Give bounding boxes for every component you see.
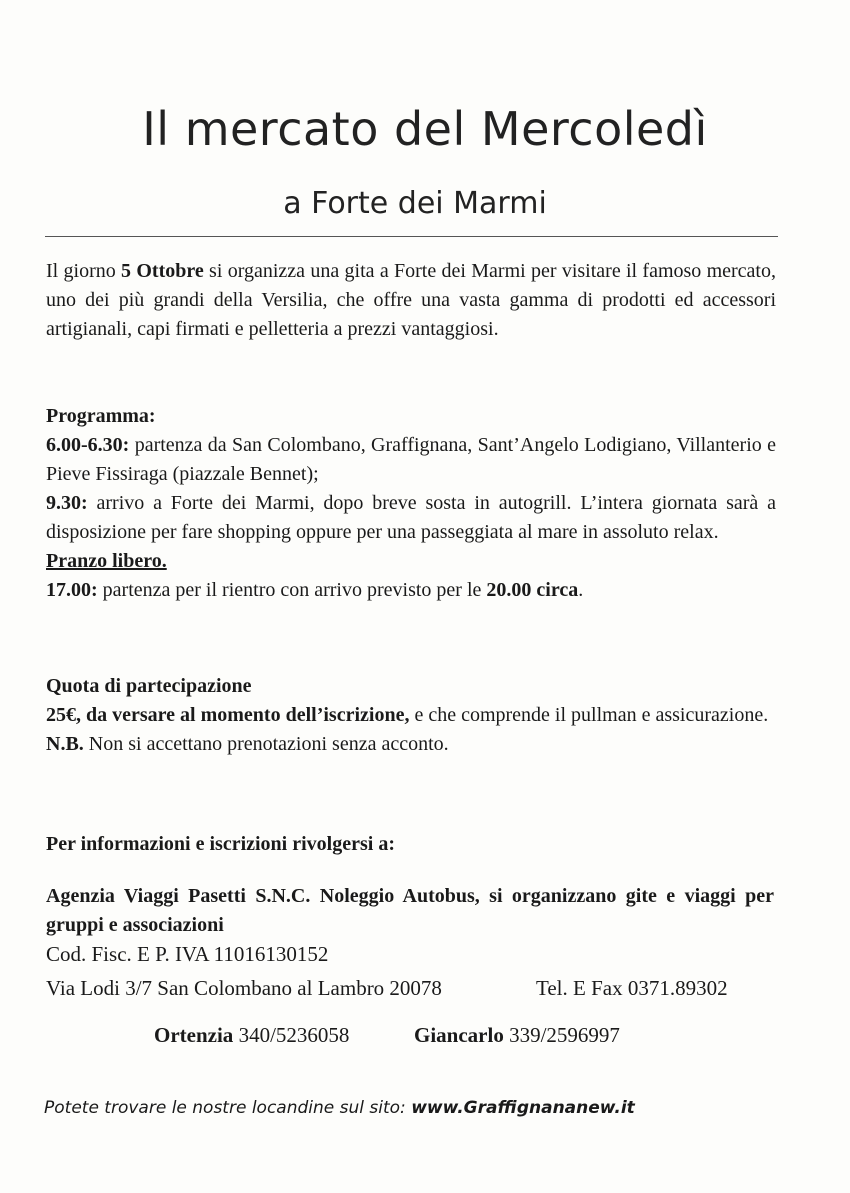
lunch-note: Pranzo libero.	[46, 550, 167, 572]
quota-heading: Quota di partecipazione	[46, 675, 252, 697]
title-divider	[45, 236, 778, 237]
program-time-3: 17.00:	[46, 579, 98, 601]
contacts-heading: Per informazioni e iscrizioni rivolgersi a:	[46, 833, 395, 855]
page-title: Il mercato del Mercoledì	[142, 102, 708, 156]
program-section	[46, 402, 776, 605]
quota-amount: 25€, da versare al momento dell’iscrizione,	[46, 704, 410, 726]
program-time-1: 6.00-6.30:	[46, 434, 130, 456]
contact-person-2: Giancarlo 339/2596997	[414, 1023, 620, 1047]
program-text-2: arrivo a Forte dei Marmi, dopo breve sosta in autogrill. L’intera giornata sarà a disposizione per fare shopping oppure per una passeggiata al mare in assoluto relax.	[46, 492, 776, 543]
agency-name: Agenzia Viaggi Pasetti S.N.C. Noleggio Autobus, si organizzano gite e viaggi per gruppi e associazioni	[46, 885, 774, 936]
nb-text: Non si accettano prenotazioni senza acconto.	[83, 733, 449, 755]
agency-address	[46, 974, 776, 1003]
arrival-time: 20.00 circa	[486, 579, 579, 601]
intro-pre: Il giorno	[46, 260, 122, 282]
intro-post: si organizza una gita a Forte dei Marmi per visitare il famoso mercato, uno dei più grandi della Versilia, che offre una vasta gamma di prodotti ed accessori artigianali, capi firmati e pelletteria a prezzi vantaggiosi.	[46, 260, 776, 340]
nb-label: N.B.	[46, 733, 84, 755]
program-text-3: partenza per il rientro con arrivo previsto per le	[97, 579, 487, 601]
quota-section	[46, 672, 776, 759]
intro-paragraph	[46, 257, 776, 344]
program-end: .	[578, 579, 584, 601]
trip-date: 5 Ottobre	[121, 260, 204, 282]
program-heading: Programma:	[46, 405, 156, 427]
footer-note	[44, 1098, 635, 1118]
program-text-1: partenza da San Colombano, Graffignana, Sant’Angelo Lodigiano, Villanterio e Pieve Fissiraga (piazzale Bennet);	[46, 434, 776, 485]
quota-text: e che comprende il pullman e assicurazione.	[409, 704, 769, 726]
vat-number: Cod. Fisc. E P. IVA 11016130152	[46, 942, 329, 966]
website-link[interactable]: www.Graffignananew.it	[411, 1098, 635, 1118]
contact-person-1: Ortenzia 340/5236058	[154, 1023, 350, 1047]
page-subtitle: a Forte dei Marmi	[283, 186, 547, 221]
address-text: Via Lodi 3/7 San Colombano al Lambro 20078	[46, 976, 442, 1000]
phone-fax: Tel. E Fax 0371.89302	[536, 976, 728, 1000]
program-time-2: 9.30:	[46, 492, 88, 514]
footer-text: Potete trovare le nostre locandine sul sito:	[44, 1098, 412, 1118]
contact-persons	[154, 1021, 850, 1050]
